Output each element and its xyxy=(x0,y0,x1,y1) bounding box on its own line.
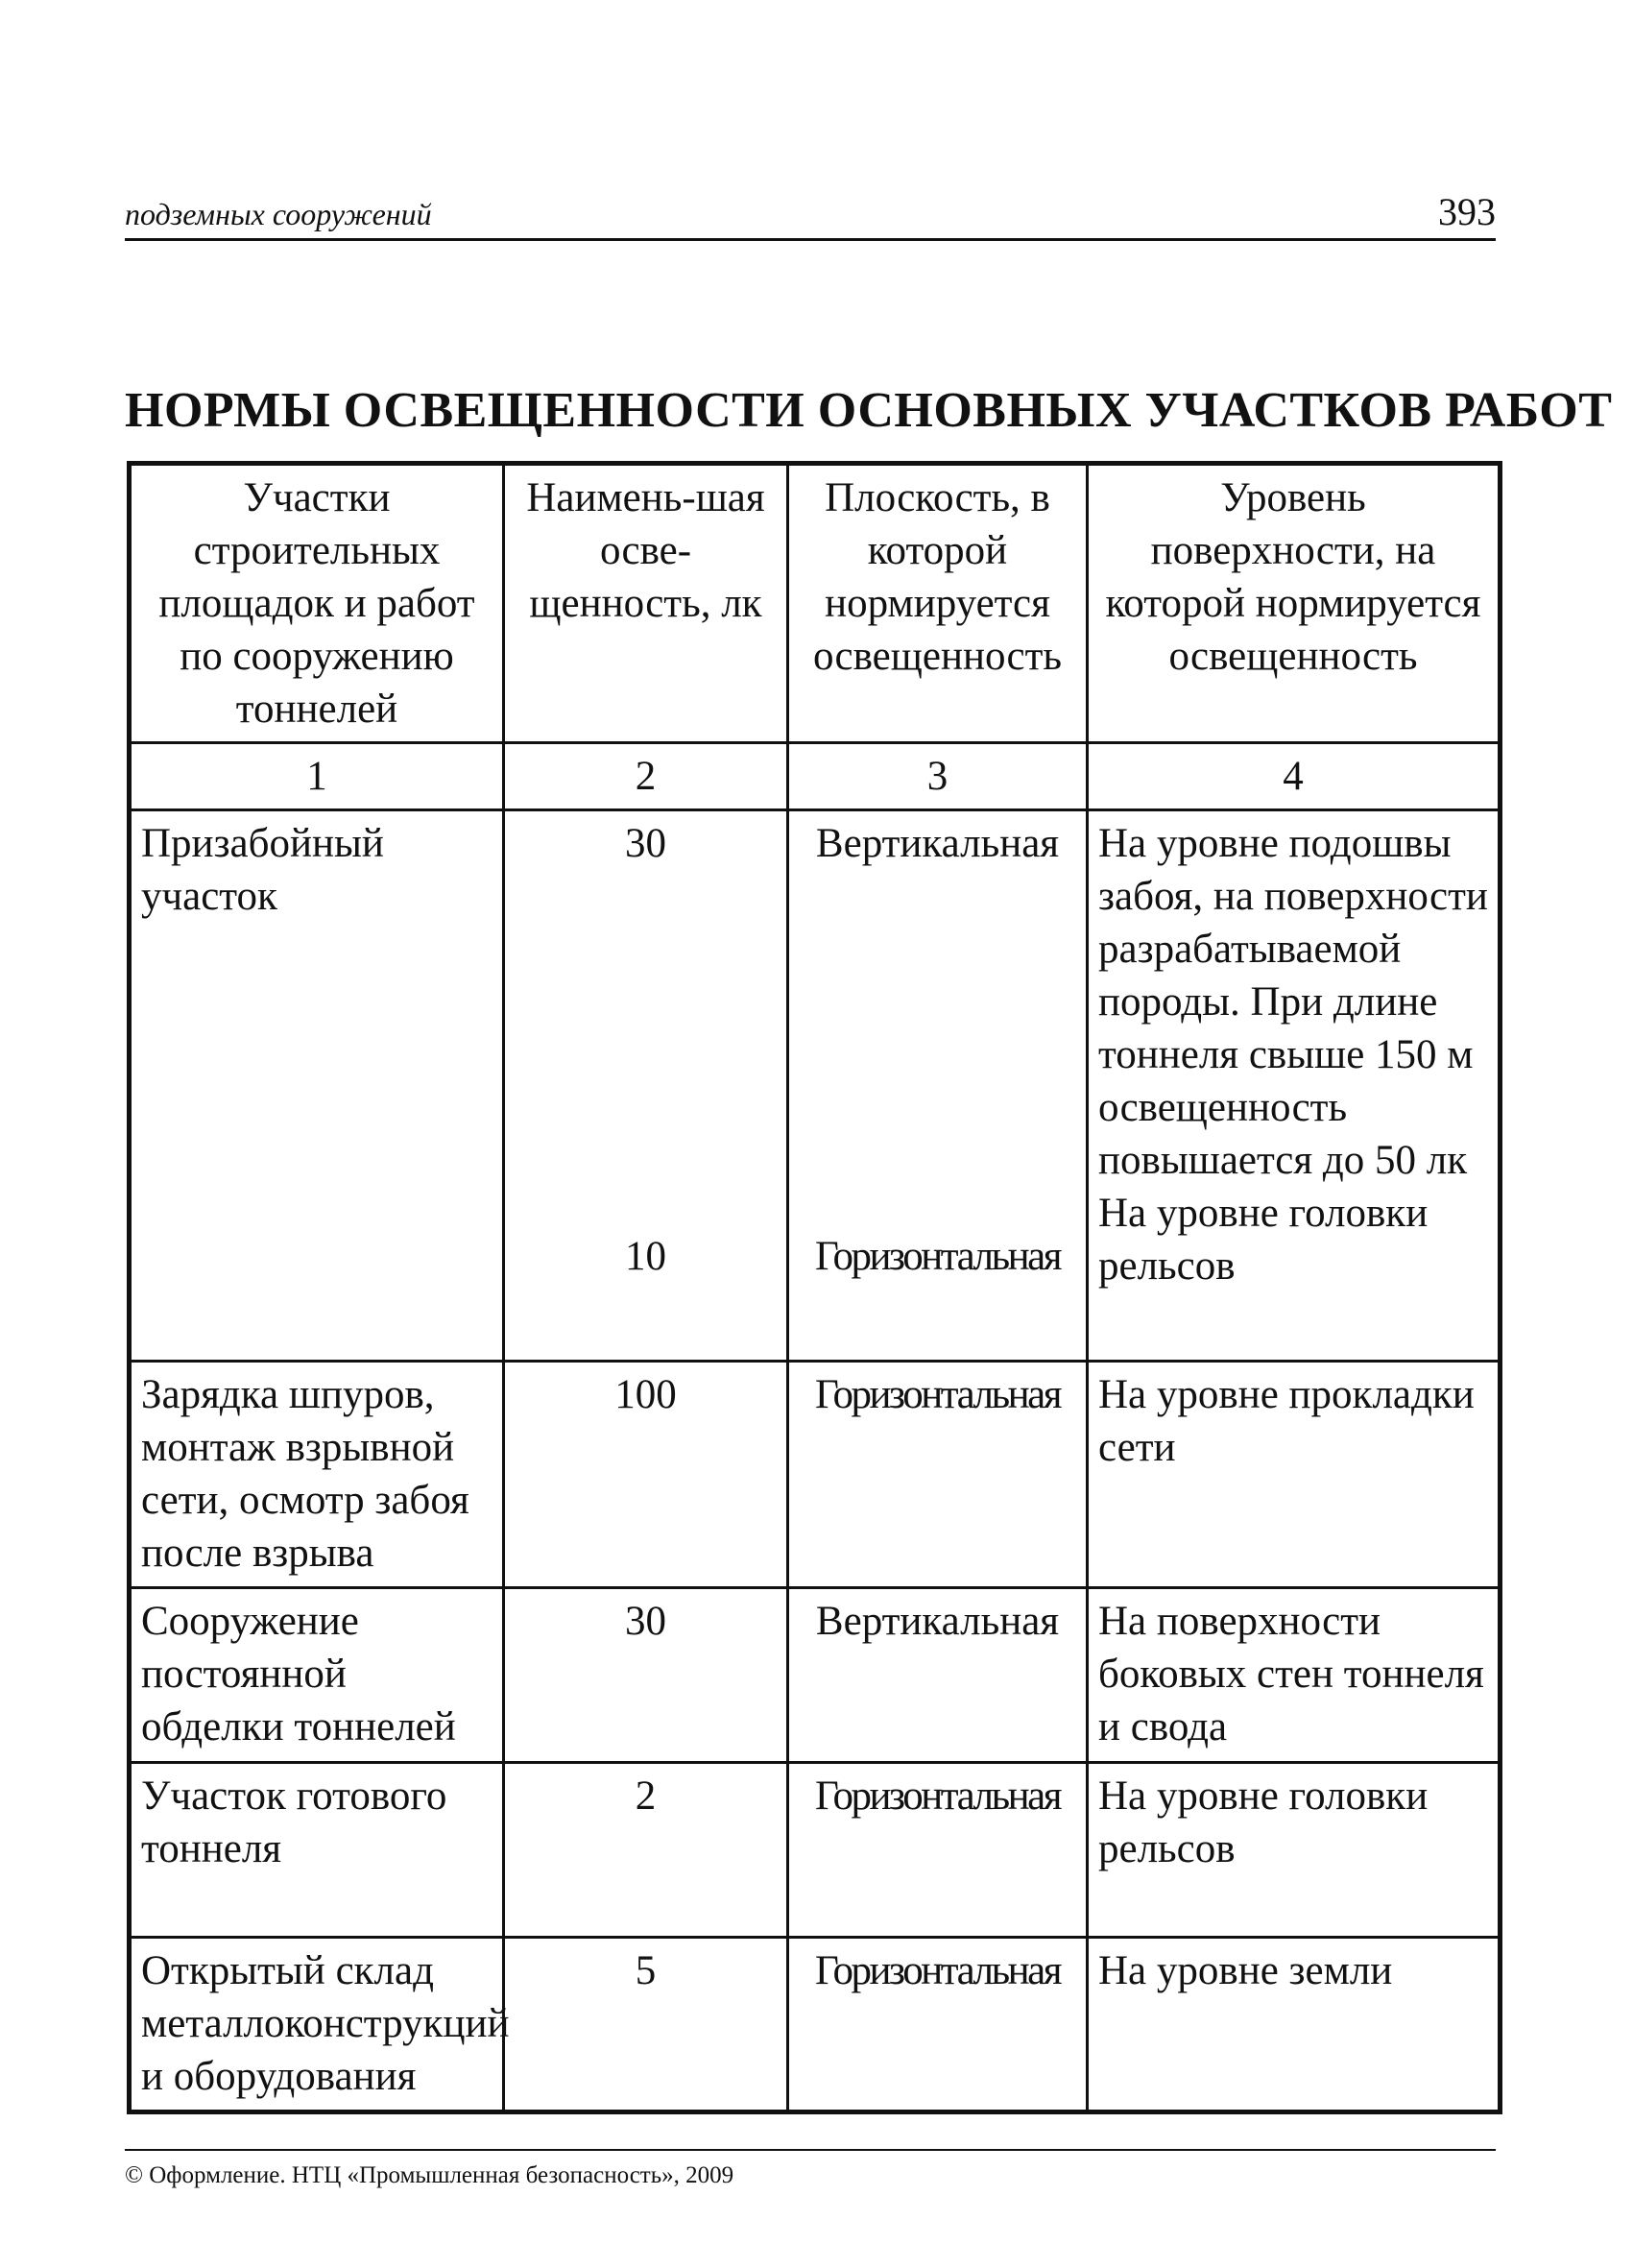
cell-level: На уровне прокладки сети xyxy=(1088,1362,1501,1588)
cell-area: Участок готового тоннеля xyxy=(130,1763,504,1938)
cell-lux: 5 xyxy=(504,1938,788,2112)
cell-plane-horizontal: Горизонтальная xyxy=(814,1234,1061,1279)
column-number: 1 xyxy=(130,743,504,810)
table-title: НОРМЫ ОСВЕЩЕННОСТИ ОСНОВНЫХ УЧАСТКОВ РАБОТ xyxy=(125,383,1613,438)
cell-level: На уровне земли xyxy=(1088,1938,1501,2112)
table-row xyxy=(130,1362,1501,1588)
cell-plane: Горизонтальная xyxy=(788,1938,1088,2112)
column-header-surface-level: Уровень поверхности, на которой нормируется освещенность xyxy=(1088,464,1501,743)
cell-level xyxy=(1088,810,1501,1362)
cell-lux: 100 xyxy=(504,1362,788,1588)
table-row xyxy=(130,1938,1501,2112)
cell-plane: Горизонтальная xyxy=(788,1763,1088,1938)
running-header xyxy=(125,188,1496,241)
cell-lux-horizontal: 10 xyxy=(625,1234,666,1279)
cell-plane-vertical: Вертикальная xyxy=(815,821,1060,866)
table-header-row xyxy=(130,464,1501,743)
cell-level-vertical: На уровне подошвы забоя, на поверхности разрабатываемой породы. При длине тоннеля свыше 150 м освещенность повышается до 50 лк xyxy=(1098,821,1488,1183)
table-row xyxy=(130,810,1501,1362)
cell-area: Призабойный участок xyxy=(130,810,504,1362)
column-number-row xyxy=(130,743,1501,810)
cell-spacer xyxy=(515,870,777,1230)
table-row xyxy=(130,1763,1501,1938)
cell-level: На уровне головки рельсов xyxy=(1088,1763,1501,1938)
cell-area: Открытый склад металлоконструкций и оборудования xyxy=(130,1938,504,2112)
column-number: 2 xyxy=(504,743,788,810)
cell-plane: Вертикальная xyxy=(788,1588,1088,1763)
column-header-plane: Плоскость, в которой нормируется освещенность xyxy=(788,464,1088,743)
copyright-footer: © Оформление. НТЦ «Промышленная безопасность», 2009 xyxy=(125,2162,734,2188)
page-number: 393 xyxy=(1438,190,1496,233)
table-row xyxy=(130,1588,1501,1763)
column-number: 3 xyxy=(788,743,1088,810)
cell-lux-vertical: 30 xyxy=(625,821,666,866)
cell-lux xyxy=(504,810,788,1362)
cell-plane: Горизонтальная xyxy=(788,1362,1088,1588)
column-header-areas: Участки строительных площадок и работ по сооружению тоннелей xyxy=(130,464,504,743)
cell-area: Зарядка шпуров, монтаж взрывной сети, осмотр забоя после взрыва xyxy=(130,1362,504,1588)
column-header-min-illuminance: Наимень-шая осве-щенность, лк xyxy=(504,464,788,743)
cell-lux: 2 xyxy=(504,1763,788,1938)
running-title: подземных сооружений xyxy=(125,197,432,231)
cell-lux: 30 xyxy=(504,1588,788,1763)
cell-plane xyxy=(788,810,1088,1362)
cell-area: Сооружение постоянной обделки тоннелей xyxy=(130,1588,504,1763)
cell-spacer xyxy=(799,870,1076,1230)
footer-rule xyxy=(125,2149,1496,2151)
column-number: 4 xyxy=(1088,743,1501,810)
cell-level: На поверхности боковых стен тоннеля и свода xyxy=(1088,1588,1501,1763)
illumination-norms-table xyxy=(127,461,1502,2114)
cell-level-horizontal: На уровне головки рельсов xyxy=(1098,1191,1429,1289)
